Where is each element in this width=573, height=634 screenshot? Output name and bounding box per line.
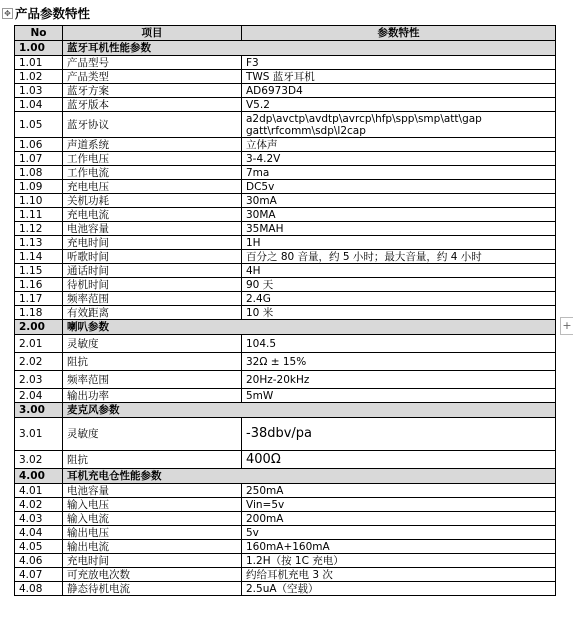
table-row [15, 306, 556, 320]
row-item: 充电电压 [63, 180, 242, 194]
row-no: 4.02 [15, 498, 63, 512]
row-value: 400Ω [242, 451, 556, 469]
row-no: 1.17 [15, 292, 63, 306]
row-no: 4.03 [15, 512, 63, 526]
table-row [15, 389, 556, 403]
row-item: 灵敏度 [63, 335, 242, 353]
row-value: 32Ω ± 15% [242, 353, 556, 371]
row-no: 4.04 [15, 526, 63, 540]
row-item: 频率范围 [63, 292, 242, 306]
row-value: 160mA+160mA [242, 540, 556, 554]
row-no: 1.13 [15, 236, 63, 250]
table-row [15, 56, 556, 70]
table-row [15, 292, 556, 306]
row-item: 蓝牙版本 [63, 98, 242, 112]
table-row [15, 582, 556, 596]
row-value: 35MAH [242, 222, 556, 236]
row-no: 1.02 [15, 70, 63, 84]
header-no: No [15, 26, 63, 41]
row-item: 阻抗 [63, 353, 242, 371]
row-value: 250mA [242, 484, 556, 498]
row-value: 20Hz-20kHz [242, 371, 556, 389]
row-item: 产品型号 [63, 56, 242, 70]
row-item: 输出电压 [63, 526, 242, 540]
row-value: 1H [242, 236, 556, 250]
table-row [15, 98, 556, 112]
row-no: 4.06 [15, 554, 63, 568]
row-no: 1.04 [15, 98, 63, 112]
row-value: DC5v [242, 180, 556, 194]
table-row [15, 194, 556, 208]
table-row [15, 335, 556, 353]
row-no: 4.05 [15, 540, 63, 554]
row-no: 2.03 [15, 371, 63, 389]
row-value: 7ma [242, 166, 556, 180]
row-value: 200mA [242, 512, 556, 526]
table-row [15, 264, 556, 278]
table-row [15, 451, 556, 469]
row-value: 立体声 [242, 138, 556, 152]
row-no: 1.06 [15, 138, 63, 152]
table-move-handle-icon[interactable]: ✥ [2, 8, 13, 19]
header-item: 项目 [63, 26, 242, 41]
row-item: 蓝牙协议 [63, 112, 242, 138]
row-item: 可充放电次数 [63, 568, 242, 582]
row-item: 有效距离 [63, 306, 242, 320]
row-value: Vin=5v [242, 498, 556, 512]
section-header-row [15, 403, 556, 418]
row-value: V5.2 [242, 98, 556, 112]
add-column-plus-icon[interactable]: + [560, 317, 573, 335]
section-title: 麦克风参数 [63, 403, 556, 418]
row-item: 电池容量 [63, 484, 242, 498]
section-no: 4.00 [15, 469, 63, 484]
row-value: 5v [242, 526, 556, 540]
row-item: 通话时间 [63, 264, 242, 278]
row-no: 1.05 [15, 112, 63, 138]
row-no: 4.07 [15, 568, 63, 582]
row-value: 30MA [242, 208, 556, 222]
row-value: 10 米 [242, 306, 556, 320]
row-value: 3-4.2V [242, 152, 556, 166]
section-no: 2.00 [15, 320, 63, 335]
table-row [15, 418, 556, 451]
table-row [15, 278, 556, 292]
row-item: 阻抗 [63, 451, 242, 469]
row-value: 2.5uA（空载） [242, 582, 556, 596]
row-no: 1.10 [15, 194, 63, 208]
row-item: 充电电流 [63, 208, 242, 222]
row-value: 30mA [242, 194, 556, 208]
row-no: 1.08 [15, 166, 63, 180]
row-no: 1.11 [15, 208, 63, 222]
row-no: 2.04 [15, 389, 63, 403]
row-value: a2dp\avctp\avdtp\avrcp\hfp\spp\smp\att\gap gatt\rfcomm\sdp\l2cap [242, 112, 556, 138]
row-no: 4.08 [15, 582, 63, 596]
row-no: 1.14 [15, 250, 63, 264]
row-no: 2.01 [15, 335, 63, 353]
section-no: 3.00 [15, 403, 63, 418]
row-no: 1.03 [15, 84, 63, 98]
section-title: 耳机充电仓性能参数 [63, 469, 556, 484]
row-item: 产品类型 [63, 70, 242, 84]
row-item: 待机时间 [63, 278, 242, 292]
row-no: 3.01 [15, 418, 63, 451]
table-row [15, 250, 556, 264]
header-spec: 参数特性 [242, 26, 556, 41]
table-row [15, 371, 556, 389]
table-row [15, 152, 556, 166]
table-row [15, 180, 556, 194]
row-item: 声道系统 [63, 138, 242, 152]
row-item: 输出功率 [63, 389, 242, 403]
table-row [15, 222, 556, 236]
row-value: 2.4G [242, 292, 556, 306]
row-item: 输入电流 [63, 512, 242, 526]
row-no: 4.01 [15, 484, 63, 498]
section-header-row [15, 320, 556, 335]
row-value: AD6973D4 [242, 84, 556, 98]
row-no: 1.15 [15, 264, 63, 278]
row-value: 90 天 [242, 278, 556, 292]
table-row [15, 84, 556, 98]
table-row [15, 138, 556, 152]
table-row [15, 353, 556, 371]
row-item: 工作电压 [63, 152, 242, 166]
table-row [15, 166, 556, 180]
row-value: 104.5 [242, 335, 556, 353]
row-item: 电池容量 [63, 222, 242, 236]
table-row [15, 540, 556, 554]
row-item: 蓝牙方案 [63, 84, 242, 98]
row-item: 充电时间 [63, 554, 242, 568]
row-value: TWS 蓝牙耳机 [242, 70, 556, 84]
table-row [15, 208, 556, 222]
row-no: 1.09 [15, 180, 63, 194]
row-value: 1.2H（按 1C 充电） [242, 554, 556, 568]
row-item: 充电时间 [63, 236, 242, 250]
row-value: -38dbv/pa [242, 418, 556, 451]
page-title: 产品参数特性 [15, 6, 91, 21]
row-value: F3 [242, 56, 556, 70]
row-item: 听歌时间 [63, 250, 242, 264]
row-item: 输出电流 [63, 540, 242, 554]
row-value: 约给耳机充电 3 次 [242, 568, 556, 582]
table-row [15, 512, 556, 526]
row-item: 静态待机电流 [63, 582, 242, 596]
section-header-row [15, 41, 556, 56]
row-no: 1.16 [15, 278, 63, 292]
row-no: 1.12 [15, 222, 63, 236]
section-no: 1.00 [15, 41, 63, 56]
row-no: 1.07 [15, 152, 63, 166]
table-row [15, 70, 556, 84]
section-title: 喇叭参数 [63, 320, 556, 335]
row-no: 1.18 [15, 306, 63, 320]
row-no: 2.02 [15, 353, 63, 371]
row-value: 4H [242, 264, 556, 278]
row-item: 工作电流 [63, 166, 242, 180]
table-row [15, 484, 556, 498]
table-row [15, 526, 556, 540]
table-row [15, 554, 556, 568]
spec-table [14, 25, 556, 596]
row-item: 输入电压 [63, 498, 242, 512]
row-no: 1.01 [15, 56, 63, 70]
table-row [15, 112, 556, 138]
section-header-row [15, 469, 556, 484]
row-value: 5mW [242, 389, 556, 403]
section-title: 蓝牙耳机性能参数 [63, 41, 556, 56]
row-item: 关机功耗 [63, 194, 242, 208]
table-row [15, 568, 556, 582]
row-item: 灵敏度 [63, 418, 242, 451]
row-value: 百分之 80 音量，约 5 小时；最大音量，约 4 小时 [242, 250, 556, 264]
row-no: 3.02 [15, 451, 63, 469]
row-item: 频率范围 [63, 371, 242, 389]
table-row [15, 236, 556, 250]
table-row [15, 498, 556, 512]
